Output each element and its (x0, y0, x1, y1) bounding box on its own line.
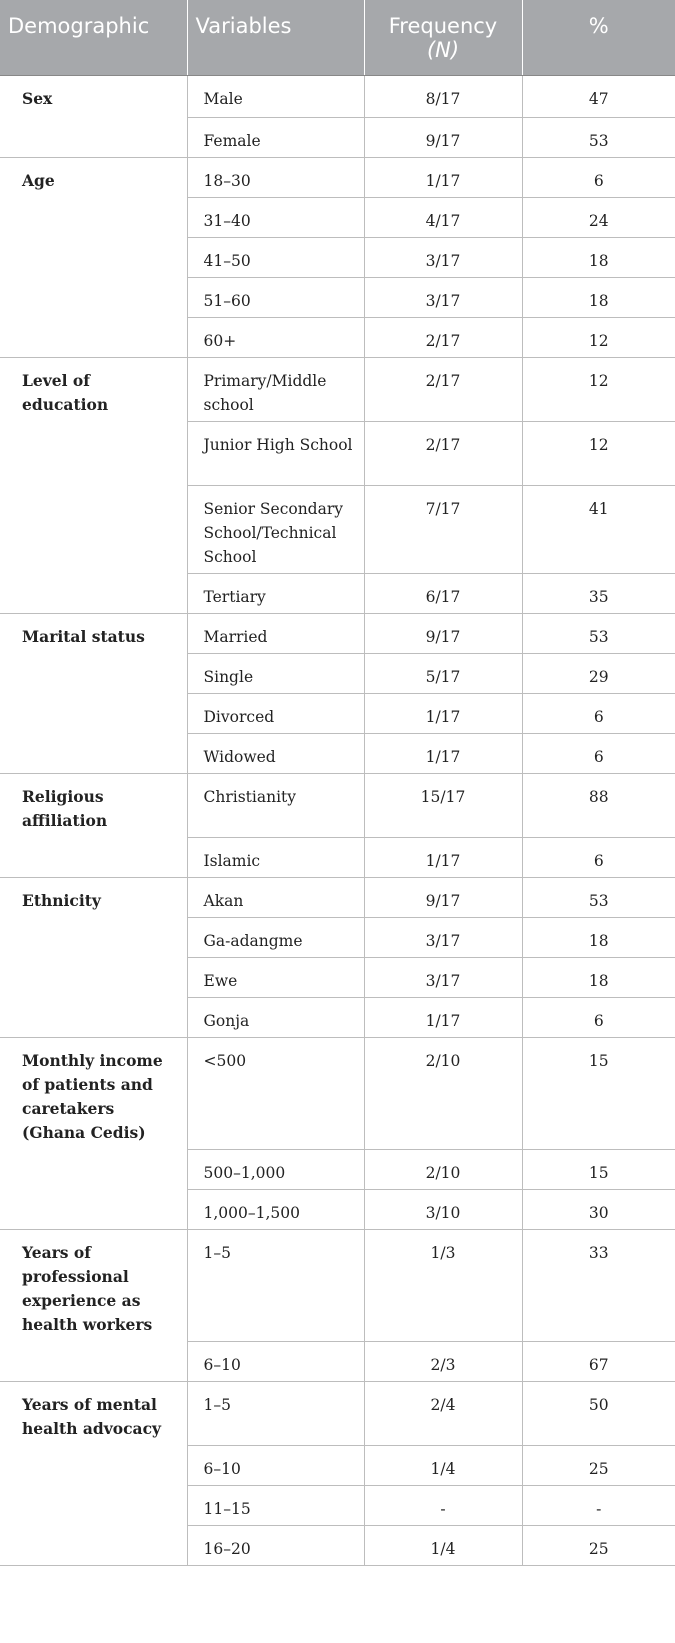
frequency-cell: 1/17 (364, 693, 522, 733)
percent-cell: 41 (522, 485, 675, 573)
percent-cell: 15 (522, 1149, 675, 1189)
frequency-cell: 3/17 (364, 277, 522, 317)
frequency-cell: 2/17 (364, 421, 522, 485)
frequency-cell: 2/3 (364, 1341, 522, 1381)
variable-cell: Female (187, 117, 364, 157)
frequency-cell: 1/17 (364, 157, 522, 197)
percent-cell: 50 (522, 1381, 675, 1445)
frequency-cell: 2/10 (364, 1149, 522, 1189)
header-variables: Variables (187, 0, 364, 75)
frequency-cell: 7/17 (364, 485, 522, 573)
header-demographic: Demographic (0, 0, 187, 75)
percent-cell: 6 (522, 997, 675, 1037)
variable-cell: Married (187, 613, 364, 653)
header-row (0, 0, 675, 75)
variable-cell: Gonja (187, 997, 364, 1037)
variable-cell: Ewe (187, 957, 364, 997)
frequency-cell: 5/17 (364, 653, 522, 693)
percent-cell: 15 (522, 1037, 675, 1149)
variable-cell: Divorced (187, 693, 364, 733)
percent-cell: 6 (522, 837, 675, 877)
table-row (0, 877, 675, 917)
category-age: Age (0, 157, 187, 357)
table-row (0, 157, 675, 197)
frequency-cell: 6/17 (364, 573, 522, 613)
frequency-cell: 8/17 (364, 75, 522, 117)
percent-cell: 88 (522, 773, 675, 837)
variable-cell: 31–40 (187, 197, 364, 237)
percent-cell: 6 (522, 157, 675, 197)
frequency-cell: 1/17 (364, 837, 522, 877)
frequency-cell: 1/3 (364, 1229, 522, 1341)
category-religious-affiliation: Religious affiliation (0, 773, 187, 877)
category-marital-status: Marital status (0, 613, 187, 773)
variable-cell: 6–10 (187, 1445, 364, 1485)
variable-cell: 11–15 (187, 1485, 364, 1525)
category-professional-experience: Years of professional experience as health workers (0, 1229, 187, 1381)
frequency-cell: 3/10 (364, 1189, 522, 1229)
variable-cell: Akan (187, 877, 364, 917)
variable-cell: Widowed (187, 733, 364, 773)
table-row (0, 773, 675, 837)
percent-cell: 67 (522, 1341, 675, 1381)
variable-cell: Tertiary (187, 573, 364, 613)
percent-cell: 18 (522, 237, 675, 277)
percent-cell: 29 (522, 653, 675, 693)
percent-cell: 25 (522, 1445, 675, 1485)
variable-cell: 41–50 (187, 237, 364, 277)
variable-cell: Islamic (187, 837, 364, 877)
variable-cell: <500 (187, 1037, 364, 1149)
frequency-cell: 3/17 (364, 957, 522, 997)
variable-cell: 1–5 (187, 1229, 364, 1341)
frequency-cell: 9/17 (364, 877, 522, 917)
frequency-cell: 4/17 (364, 197, 522, 237)
variable-cell: Christianity (187, 773, 364, 837)
percent-cell: 47 (522, 75, 675, 117)
header-percent: % (522, 0, 675, 75)
variable-cell: 51–60 (187, 277, 364, 317)
variable-cell: 16–20 (187, 1525, 364, 1565)
variable-cell: 500–1,000 (187, 1149, 364, 1189)
frequency-cell: 1/4 (364, 1445, 522, 1485)
variable-cell: Primary/Middle school (187, 357, 364, 421)
category-sex: Sex (0, 75, 187, 157)
variable-cell: 6–10 (187, 1341, 364, 1381)
frequency-cell: 9/17 (364, 613, 522, 653)
percent-cell: 12 (522, 421, 675, 485)
percent-cell: 33 (522, 1229, 675, 1341)
percent-cell: 35 (522, 573, 675, 613)
frequency-cell: 1/17 (364, 997, 522, 1037)
category-education: Level of education (0, 357, 187, 613)
variable-cell: Ga-adangme (187, 917, 364, 957)
variable-cell: Senior Secondary School/Technical School (187, 485, 364, 573)
percent-cell: 6 (522, 693, 675, 733)
percent-cell: 25 (522, 1525, 675, 1565)
percent-cell: 18 (522, 277, 675, 317)
percent-cell: 30 (522, 1189, 675, 1229)
table-row (0, 1381, 675, 1445)
variable-cell: 1–5 (187, 1381, 364, 1445)
variable-cell: 18–30 (187, 157, 364, 197)
frequency-cell: 15/17 (364, 773, 522, 837)
table-row (0, 1037, 675, 1149)
variable-cell: Male (187, 75, 364, 117)
frequency-cell: 2/10 (364, 1037, 522, 1149)
frequency-cell: 1/17 (364, 733, 522, 773)
frequency-cell: 2/17 (364, 357, 522, 421)
frequency-cell: 2/17 (364, 317, 522, 357)
table-row (0, 1229, 675, 1341)
percent-cell: 53 (522, 877, 675, 917)
percent-cell: 12 (522, 357, 675, 421)
category-ethnicity: Ethnicity (0, 877, 187, 1037)
variable-cell: 1,000–1,500 (187, 1189, 364, 1229)
table-row (0, 357, 675, 421)
percent-cell: 18 (522, 957, 675, 997)
frequency-cell: 9/17 (364, 117, 522, 157)
percent-cell: 53 (522, 613, 675, 653)
header-frequency (364, 0, 522, 75)
percent-cell: - (522, 1485, 675, 1525)
percent-cell: 53 (522, 117, 675, 157)
percent-cell: 12 (522, 317, 675, 357)
percent-cell: 6 (522, 733, 675, 773)
table-row (0, 613, 675, 653)
category-monthly-income: Monthly income of patients and caretakers (Ghana Cedis) (0, 1037, 187, 1229)
frequency-cell: 1/4 (364, 1525, 522, 1565)
percent-cell: 24 (522, 197, 675, 237)
frequency-cell: - (364, 1485, 522, 1525)
table-row (0, 75, 675, 117)
variable-cell: Single (187, 653, 364, 693)
frequency-cell: 3/17 (364, 917, 522, 957)
header-frequency-n: (N) (426, 38, 460, 62)
frequency-cell: 2/4 (364, 1381, 522, 1445)
frequency-cell: 3/17 (364, 237, 522, 277)
category-mental-health-advocacy: Years of mental health advocacy (0, 1381, 187, 1565)
percent-cell: 18 (522, 917, 675, 957)
header-frequency-label: Frequency (388, 14, 498, 38)
variable-cell: 60+ (187, 317, 364, 357)
variable-cell: Junior High School (187, 421, 364, 485)
